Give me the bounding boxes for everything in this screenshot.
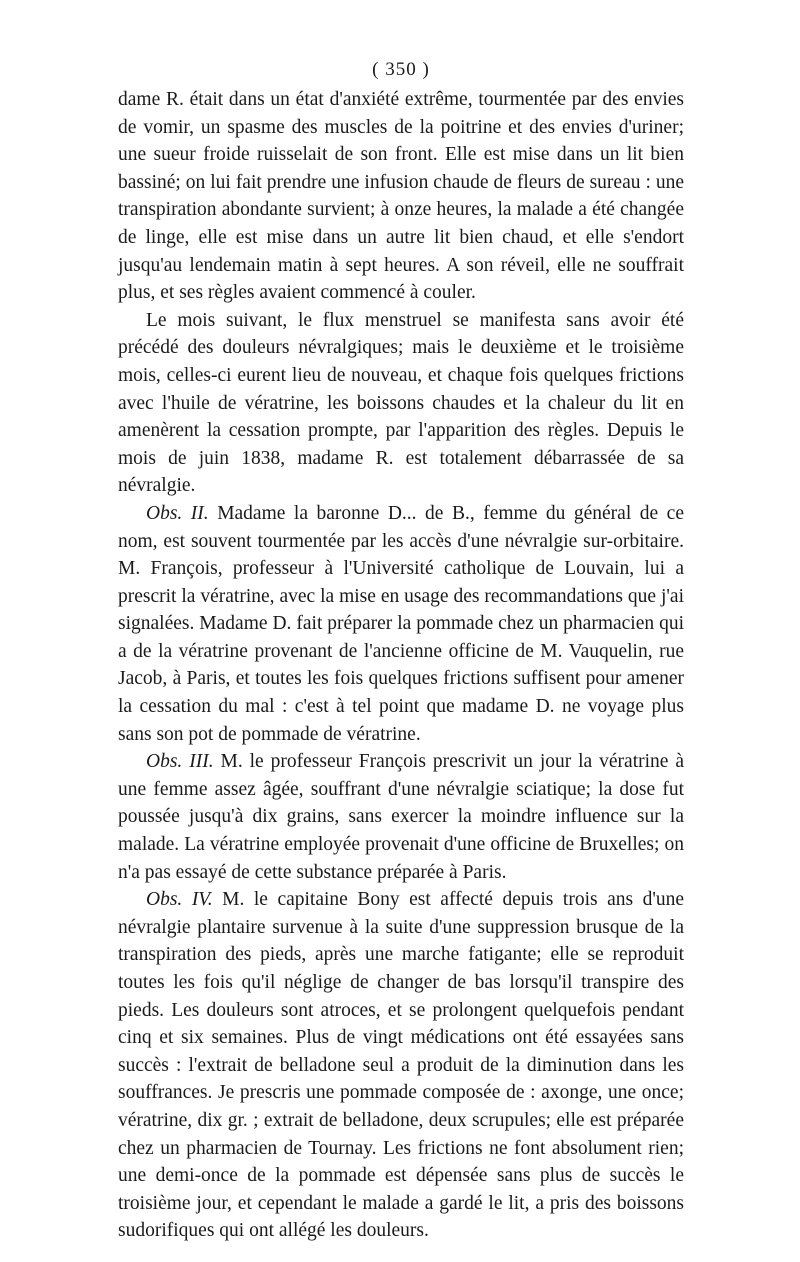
paragraph-2-text: Le mois suivant, le flux menstruel se manifesta sans avoir été précédé des douleurs névralgiques; mais le deuxième et le troisième mois, celles-ci eurent lieu de nouveau, et chaque fois quelques frictions avec l'huile de vératrine, les boissons chaudes et la chaleur du lit en amenèrent la cessation prompte, par l'apparition des règles. Depuis le mois de juin 1838, madame R. est totalement débarrassée de sa névralgie. xyxy=(118,309,684,497)
paragraph-2 xyxy=(118,307,684,500)
page-number: ( 350 ) xyxy=(372,59,430,80)
obs-3-text: M. le professeur François prescrivit un jour la vératrine à une femme assez âgée, souffrant d'une névralgie sciatique; la dose fut poussée jusqu'à dix grains, sans exercer la moindre influence sur la malade. La vératrine employée provenait d'une officine de Bruxelles; on n'a pas essayé de cette substance préparée à Paris. xyxy=(118,751,684,883)
obs-2-text: Madame la baronne D... de B., femme du général de ce nom, est souvent tourmentée par les accès d'une névralgie sur-orbitaire. M. François, professeur à l'Université catholique de Louvain, lui a prescrit la vératrine, avec la mise en usage des recommandations que j'ai signalées. Madame D. fait préparer la pommade chez un pharmacien qui a de la vératrine provenant de l'ancienne officine de M. Vauquelin, rue Jacob, à Paris, et toutes les fois quelques frictions suffisent pour amener la cessation du mal : c'est à tel point que madame D. ne voyage plus sans son pot de pommade de vératrine. xyxy=(118,502,684,745)
obs-4-label: Obs. IV. xyxy=(146,889,213,911)
paragraph-obs-4 xyxy=(118,886,684,1245)
obs-3-label: Obs. III. xyxy=(146,751,214,773)
obs-2-label: Obs. II. xyxy=(146,502,209,524)
paragraph-obs-2 xyxy=(118,500,684,748)
paragraph-1 xyxy=(118,86,684,307)
paragraph-1-text: dame R. était dans un état d'anxiété extrême, tourmentée par des envies de vomir, un spasme des muscles de la poitrine et des envies d'uriner; une sueur froide ruisselait de son front. Elle est mise dans un lit bien bassiné; on lui fait prendre une infusion chaude de fleurs de sureau : une transpiration abondante survient; à onze heures, la malade a été changée de linge, elle est mise dans un autre lit bien chaud, et elle s'endort jusqu'au lendemain matin à sept heures. A son réveil, elle ne souffrait plus, et ses règles avaient commencé à couler. xyxy=(118,89,684,304)
obs-4-text: M. le capitaine Bony est affecté depuis trois ans d'une névralgie plantaire survenue à la suite d'une suppression brusque de la transpiration des pieds, après une marche fatigante; elle se reproduit toutes les fois qu'il néglige de changer de bas lorsqu'il transpire des pieds. Les douleurs sont atroces, et se prolongent quelquefois pendant cinq et six semaines. Plus de vingt médications ont été essayées sans succès : l'extrait de belladone seul a produit de la diminution dans les souffrances. Je prescris une pommade composée de : axonge, une once; vératrine, dix gr. ; extrait de belladone, deux scrupules; elle est préparée chez un pharmacien de Tournay. Les frictions ne font absolument rien; une demi-once de la pommade est dépensée sans plus de succès le troisième jour, et cependant le malade a gardé le lit, a pris des boissons sudorifiques qui ont allégé les douleurs. xyxy=(118,889,685,1242)
paragraph-obs-3 xyxy=(118,748,684,886)
book-page xyxy=(118,58,684,1245)
